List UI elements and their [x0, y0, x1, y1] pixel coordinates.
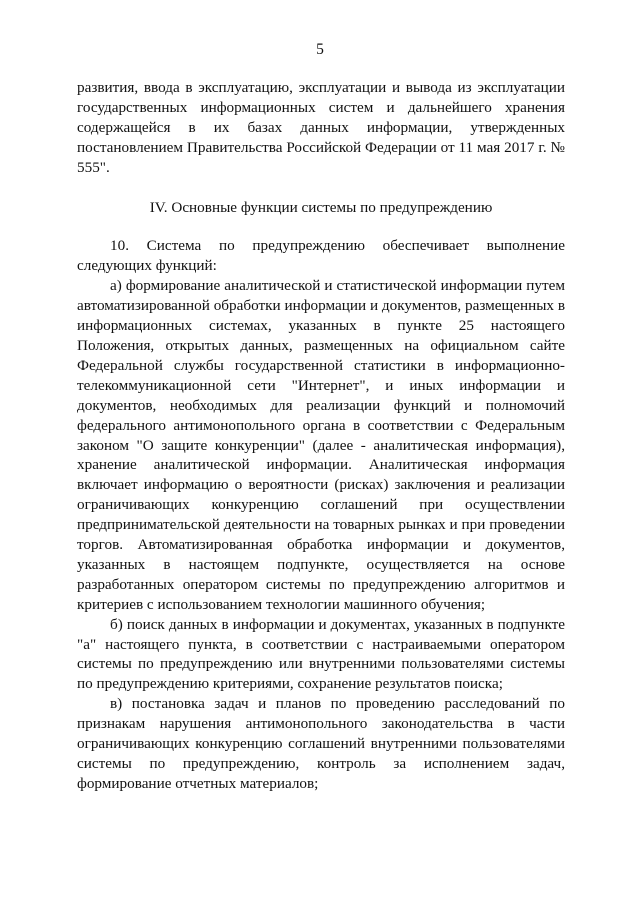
clause-10-b: б) поиск данных в информации и документах, указанных в подпункте "а" настоящего пункта, в соответствии с настраиваемыми оператором системы по предупреждению или внутренними пользователями системы по предупреждению критериями, сохранение результатов поиска;	[77, 615, 565, 693]
clause-10: 10. Система по предупреждению обеспечивает выполнение следующих функций:	[77, 237, 565, 275]
clause-10-v: в) постановка задач и планов по проведению расследований по признакам нарушения антимонопольного законодательства в части ограничивающих конкуренцию соглашений внутренними пользователями системы по предупреждению, контроль за исполнением задач, формирование отчетных материалов;	[77, 695, 565, 792]
intro-paragraph: развития, ввода в эксплуатацию, эксплуатации и вывода из эксплуатации государственных информационных систем и дальнейшего хранения содержащейся в их базах данных информации, утвержденных постановлением Правительства Российской Федерации от 11 мая 2017 г. № 555".	[77, 79, 565, 176]
clause-10-a: а) формирование аналитической и статистической информации путем автоматизированной обработки информации и документов, размещенных в информационных системах, указанных в пункте 25 настоящего Положения, открытых данных, размещенных на официальном сайте Федеральной службы государственной статистики в информационно-телекоммуникационной сети "Интернет", и иных информации и документов, необходимых для реализации функций и полномочий федерального антимонопольного органа в соответствии с Федеральным законом "О защите конкуренции" (далее - аналитическая информация), хранение аналитической информации. Аналитическая информация включает информацию о вероятности (рисках) заключения и реализации ограничивающих конкуренцию соглашений при осуществлении предпринимательской деятельности на товарных рынках и при проведении торгов. Автоматизированная обработка информации и документов, указанных в настоящем подпункте, осуществляется на основе разработанных оператором системы по предупреждению алгоритмов и критериев с использованием технологии машинного обучения;	[77, 277, 565, 613]
page-number: 5	[316, 41, 324, 58]
document-body	[77, 78, 565, 794]
section-heading: IV. Основные функции системы по предупреждению	[149, 198, 493, 216]
